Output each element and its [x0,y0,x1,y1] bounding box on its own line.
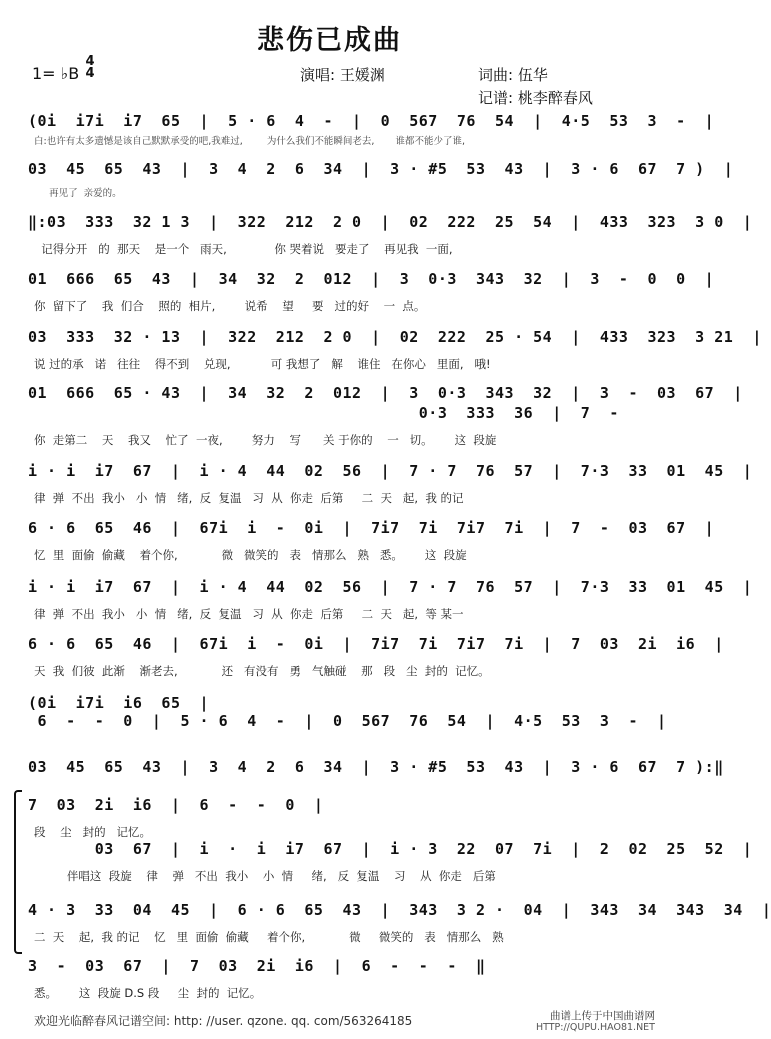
composer-credit: 词曲: 伍华 [478,66,548,84]
notation-line: 03 67 | i · i i7 67 | i · 3 22 07 7i | 2 02 25 52 | [28,840,753,858]
notation-line: 01 666 65 · 43 | 34 32 2 012 | 3 0·3 343 32 | 3 - 03 67 | [28,384,743,402]
site-watermark [515,1010,655,1034]
notation-line: 6 - - 0 | 5 · 6 4 - | 0 567 76 54 | 4·5 53 3 - | [28,712,667,730]
notation-line: i · i i7 67 | i · 4 44 02 56 | 7 · 7 76 57 | 7·3 33 01 45 | [28,578,753,596]
lyric-line: 天 我 们彼 此渐 渐老去, 还 有没有 勇 气触碰 那 段 尘 封的 记忆。 [34,664,490,678]
lyric-line: 白:也许有太多遗憾是该自己默默承受的吧,我难过, 为什么我们不能瞬间老去, 谁都不能少了谁, [34,136,466,147]
notation-line: 0·3 333 36 | 7 - [28,404,619,422]
lyric-line: 你 走第二 天 我又 忙了 一夜, 努力 写 关 于你的 一 切。 这 段旋 [34,433,497,447]
lyric-line: 律 弹 不出 我小 小 情 绪, 反 复温 习 从 你走 后第 二 天 起, 我 的记 [34,491,464,505]
notation-line: 7 03 2i i6 | 6 - - 0 | [28,796,324,814]
lyric-line: 说 过的承 诺 往往 得不到 兑现, 可 我想了 解 谁住 在你心 里面, 哦! [34,357,491,371]
key-signature: 1= ♭B [32,64,80,83]
notation-line: 6 · 6 65 46 | 67i i - 0i | 7i7 7i 7i7 7i | 7 - 03 67 | [28,519,715,537]
notation-line: i · i i7 67 | i · 4 44 02 56 | 7 · 7 76 57 | 7·3 33 01 45 | [28,462,753,480]
notation-line: 6 · 6 65 46 | 67i i - 0i | 7i7 7i 7i7 7i | 7 03 2i i6 | [28,635,724,653]
lyric-line: 你 留下了 我 们合 照的 相片, 说希 望 要 过的好 一 点。 [34,299,426,313]
notation-line: 4 · 3 33 04 45 | 6 · 6 65 43 | 343 3 2 · 04 | 343 34 343 34 | [28,901,771,919]
lyric-line: 律 弹 不出 我小 小 情 绪, 反 复温 习 从 你走 后第 二 天 起, 等 某一 [34,607,464,621]
notation-line: 03 45 65 43 | 3 4 2 6 34 | 3 · #5 53 43 | 3 · 6 67 7 ) | [28,160,734,178]
notation-line: 01 666 65 43 | 34 32 2 012 | 3 0·3 343 32 | 3 - 0 0 | [28,270,715,288]
notation-line: (0i i7i i6 65 | [28,694,210,712]
recorder-credit: 记谱: 桃李醉春风 [478,89,593,107]
lyric-line: 二 天 起, 我 的记 忆 里 面偷 偷藏 着个你, 微 微笑的 表 情那么 熟 [34,930,504,944]
time-signature [84,56,96,80]
footer-visit-text: 欢迎光临醉春风记谱空间: http: //user. qzone. qq. com/563264185 [34,1014,413,1028]
watermark-line-1: 曲谱上传于中国曲谱网 [550,1010,655,1022]
notation-line: ‖:03 333 32 1 3 | 322 212 2 0 | 02 222 25 54 | 433 323 3 0 | [28,213,753,231]
lyric-line: 再见了 亲爱的。 [34,188,122,199]
lyric-line: 伴唱这 段旋 律 弹 不出 我小 小 情 绪, 反 复温 习 从 你走 后第 [34,869,496,883]
lyric-line: 悉。 这 段旋 D.S 段 尘 封的 记忆。 [34,986,262,1000]
notation-line: 03 45 65 43 | 3 4 2 6 34 | 3 · #5 53 43 | 3 · 6 67 7 ):‖ [28,758,724,776]
system-brace [14,790,22,954]
watermark-line-2: HTTP://QUPU.HAO81.NET [535,1022,655,1033]
lyric-line: 段 尘 封的 记忆。 [34,825,152,839]
notation-line: (0i i7i i7 65 | 5 · 6 4 - | 0 567 76 54 | 4·5 53 3 - | [28,112,715,130]
singer-credit: 演唱: 王媛渊 [300,66,385,84]
lyric-line: 忆 里 面偷 偷藏 着个你, 微 微笑的 表 情那么 熟 悉。 这 段旋 [34,548,467,562]
song-title: 悲伤已成曲 [257,25,402,56]
notation-line: 3 - 03 67 | 7 03 2i i6 | 6 - - - ‖ [28,957,486,975]
lyric-line: 记得分开 的 那天 是一个 雨天, 你 哭着说 要走了 再见我 一面, [34,242,453,256]
time-signature-top: 4 [85,54,95,69]
time-signature-bottom: 4 [85,66,95,81]
notation-line: 03 333 32 · 13 | 322 212 2 0 | 02 222 25 · 54 | 433 323 3 21 | [28,328,762,346]
